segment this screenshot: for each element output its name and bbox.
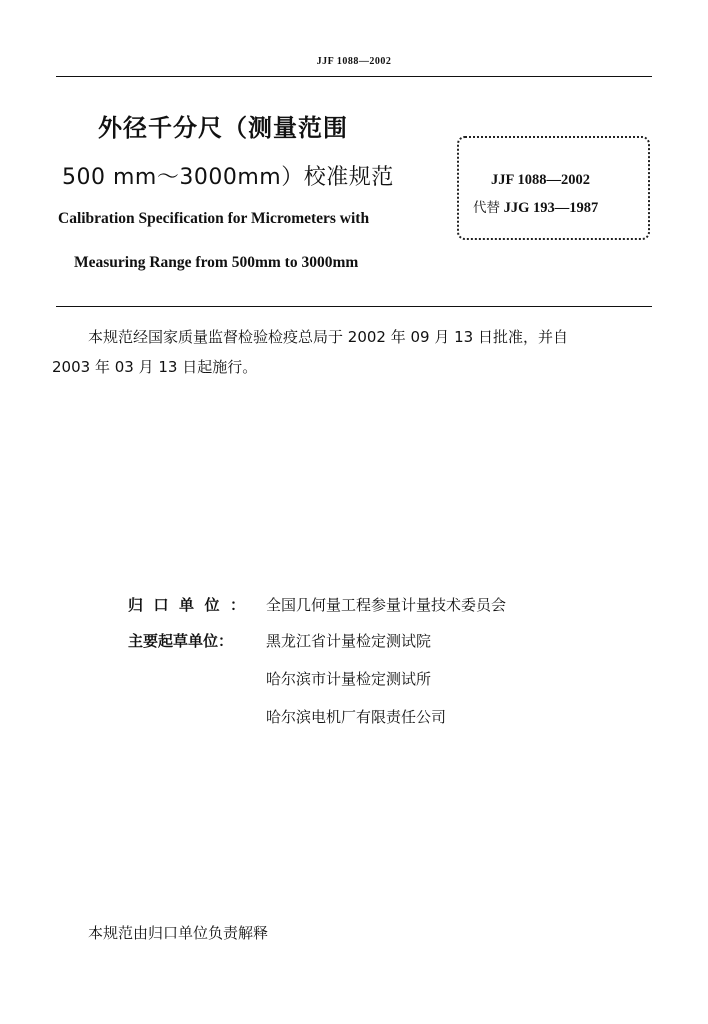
standard-code-box [457,136,650,240]
drafting-unit-3: 哈尔滨电机厂有限责任公司 [266,708,447,726]
title-chinese-line1: 外径千分尺（测量范围 [98,114,348,142]
standard-code: JJF 1088—2002 [491,172,590,188]
title-divider [56,306,652,307]
replace-prefix: 代替 [473,200,500,216]
drafting-unit-label: 主要起草单位： [128,632,234,650]
approval-line2: 2003 年 03 月 13 日起施行。 [52,358,258,376]
responsible-unit-label: 归口单位： [128,596,256,614]
responsible-unit-value: 全国几何量工程参量计量技术委员会 [266,596,507,614]
header-rule [56,76,652,77]
title-chinese-line2: 500 mm～3000mm）校准规范 [62,165,394,190]
interpretation-note: 本规范由归口单位负责解释 [88,924,269,942]
approval-line1: 本规范经国家质量监督检验检疫总局于 2002 年 09 月 13 日批准，并自 [88,328,568,346]
replaced-code: JJG 193—1987 [503,200,599,216]
title-english-line2: Measuring Range from 500mm to 3000mm [74,254,359,271]
drafting-unit-2: 哈尔滨市计量检定测试所 [266,670,432,688]
header-code: JJF 1088—2002 [316,56,392,67]
replaced-standard [473,196,598,217]
title-english-line1: Calibration Specification for Micrometers with [58,210,370,227]
drafting-unit-1: 黑龙江省计量检定测试院 [266,632,432,650]
